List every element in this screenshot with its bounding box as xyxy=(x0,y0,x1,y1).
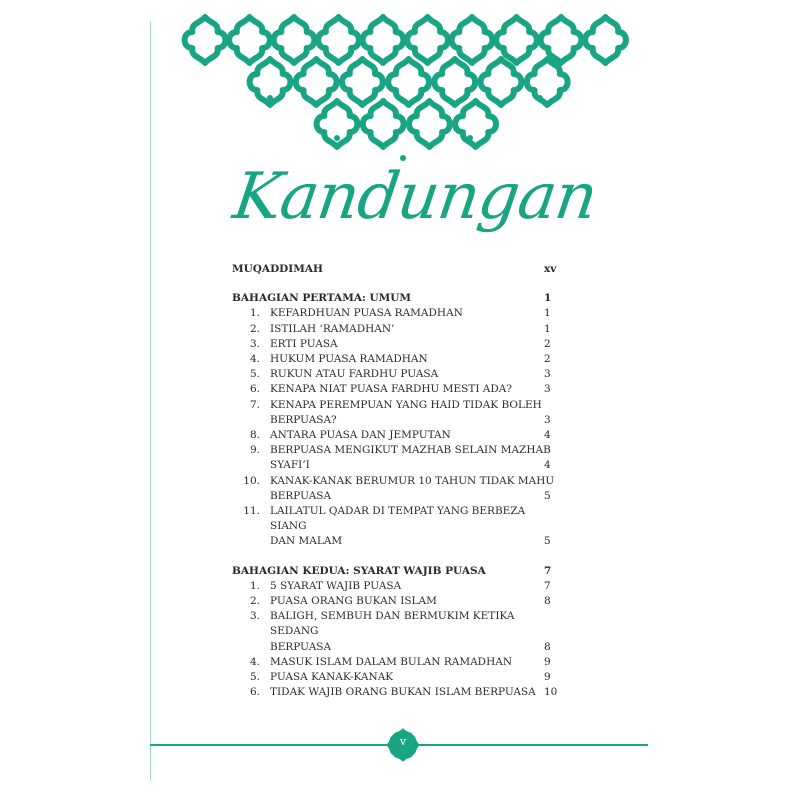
toc-entry-title: TIDAK WAJIB ORANG BUKAN ISLAM BERPUASA xyxy=(270,686,536,699)
toc-entry-title: 5 SYARAT WAJIB PUASA xyxy=(270,579,402,592)
lattice-cell xyxy=(585,17,626,63)
lattice-pendant xyxy=(467,135,473,141)
toc-entry-number: 5. xyxy=(249,671,260,684)
toc-entry[interactable] xyxy=(232,322,564,337)
lattice-pendant xyxy=(537,95,543,101)
lattice-cell xyxy=(496,17,537,63)
toc-entry-title: DAN MALAM xyxy=(270,535,343,548)
toc-entry-page: 4 xyxy=(544,429,551,442)
lattice-cell xyxy=(407,17,448,63)
lattice-cell xyxy=(455,101,496,147)
page-number: v xyxy=(399,735,407,748)
toc-entry[interactable] xyxy=(232,474,564,489)
toc-entry-page: 3 xyxy=(544,413,551,426)
toc-entry[interactable] xyxy=(232,670,564,685)
toc-entry[interactable] xyxy=(232,367,564,382)
toc-entry-number: 4. xyxy=(249,655,260,668)
toc-entry-number: 1. xyxy=(249,307,260,320)
lattice-cell xyxy=(342,59,383,105)
lattice-cell xyxy=(274,17,315,63)
toc-entry-title: ERTI PUASA xyxy=(270,337,338,350)
toc-part2-heading[interactable] xyxy=(232,564,564,579)
lattice-cell xyxy=(481,59,522,105)
toc-entry-title: ANTARA PUASA DAN JEMPUTAN xyxy=(270,429,451,442)
toc-entry-page: 7 xyxy=(544,579,551,592)
toc-entry-title: RUKUN ATAU FARDHU PUASA xyxy=(270,368,439,381)
toc-entry-title: BERPUASA MENGIKUT MAZHAB SELAIN MAZHAB xyxy=(270,444,551,457)
toc-entry-page: 5 xyxy=(544,535,551,548)
toc-entry-title: MASUK ISLAM DALAM BULAN RAMADHAN xyxy=(270,655,513,668)
toc-entry-title: ISTILAH ‘RAMADHAN’ xyxy=(270,322,395,335)
toc-entry-number: 5. xyxy=(249,368,260,381)
toc-entry-page: 9 xyxy=(544,671,551,684)
toc-entry-title: BALIGH, SEMBUH DAN BERMUKIM KETIKA SEDANG xyxy=(270,610,515,638)
toc-entry-number: 3. xyxy=(249,337,260,350)
toc-entry[interactable] xyxy=(232,382,564,397)
toc-part2-heading-page: 7 xyxy=(544,564,552,577)
toc-entry[interactable] xyxy=(232,655,564,670)
toc-entry-title: PUASA ORANG BUKAN ISLAM xyxy=(270,595,437,608)
toc-entry-number xyxy=(232,640,270,655)
lattice-pendant xyxy=(267,95,273,101)
toc-part2-heading-label: BAHAGIAN KEDUA: SYARAT WAJIB PUASA xyxy=(232,564,486,577)
toc-entry-title: BERPUASA xyxy=(270,489,332,502)
toc-part1-list xyxy=(232,306,564,549)
lattice-cell xyxy=(434,59,475,105)
toc-entry[interactable] xyxy=(232,534,564,549)
lattice-cell xyxy=(363,101,404,147)
lattice-cell xyxy=(452,17,493,63)
toc-entry[interactable] xyxy=(232,443,564,458)
toc-entry-title: KEFARDHUAN PUASA RAMADHAN xyxy=(270,307,463,320)
table-of-contents xyxy=(232,262,564,700)
toc-entry-page: 3 xyxy=(544,383,551,396)
toc-entry-page: 9 xyxy=(544,655,551,668)
toc-entry-number: 8. xyxy=(249,429,260,442)
toc-muqaddimah[interactable] xyxy=(232,262,564,277)
toc-part1-heading-page: 1 xyxy=(544,292,552,305)
toc-entry[interactable] xyxy=(232,504,564,534)
toc-entry[interactable] xyxy=(232,413,564,428)
toc-entry-number: 10. xyxy=(243,474,260,487)
toc-entry-title: KENAPA NIAT PUASA FARDHU MESTI ADA? xyxy=(270,383,513,396)
lattice-pendant xyxy=(334,135,340,141)
toc-entry-title: HUKUM PUASA RAMADHAN xyxy=(270,353,428,366)
toc-entry-title: BERPUASA? xyxy=(270,413,337,426)
lattice-cell xyxy=(409,101,450,147)
toc-entry-number xyxy=(232,534,270,549)
toc-entry-number: 2. xyxy=(249,322,260,335)
toc-entry-number: 1. xyxy=(249,579,260,592)
toc-entry[interactable] xyxy=(232,306,564,321)
page-edge-line xyxy=(150,22,151,780)
toc-entry-page: 8 xyxy=(544,595,551,608)
toc-entry[interactable] xyxy=(232,337,564,352)
toc-entry[interactable] xyxy=(232,609,564,639)
toc-entry[interactable] xyxy=(232,640,564,655)
toc-entry-number: 6. xyxy=(249,383,260,396)
moroccan-lattice-ornament xyxy=(170,10,640,175)
toc-entry-page: 1 xyxy=(544,307,551,320)
toc-entry[interactable] xyxy=(232,685,564,700)
toc-entry[interactable] xyxy=(232,352,564,367)
toc-entry[interactable] xyxy=(232,594,564,609)
toc-entry-number xyxy=(232,458,270,473)
toc-part1-heading-label: BAHAGIAN PERTAMA: UMUM xyxy=(232,292,412,305)
toc-entry-number: 11. xyxy=(243,505,260,518)
toc-entry-number: 7. xyxy=(249,398,260,411)
lattice-cell xyxy=(185,17,226,63)
toc-entry-page: 4 xyxy=(544,459,551,472)
toc-entry-number: 2. xyxy=(249,595,260,608)
toc-muqaddimah-page: xv xyxy=(544,263,557,275)
toc-entry-page: 2 xyxy=(544,337,551,350)
toc-entry-page: 1 xyxy=(544,322,551,335)
toc-entry-number xyxy=(232,413,270,428)
lattice-cell xyxy=(363,17,404,63)
toc-entry-title: BERPUASA xyxy=(270,640,332,653)
toc-entry-title: KANAK-KANAK BERUMUR 10 TAHUN TIDAK MAHU xyxy=(270,474,555,487)
toc-entry-page: 2 xyxy=(544,353,551,366)
toc-part1-heading[interactable] xyxy=(232,291,564,306)
lattice-cell xyxy=(318,17,359,63)
toc-part2-list xyxy=(232,579,564,701)
toc-entry-page: 3 xyxy=(544,368,551,381)
toc-entry-number: 9. xyxy=(249,444,260,457)
toc-entry[interactable] xyxy=(232,458,564,473)
toc-entry[interactable] xyxy=(232,398,564,413)
toc-muqaddimah-label: MUQADDIMAH xyxy=(232,263,323,275)
toc-entry-page: 10 xyxy=(544,686,558,699)
toc-entry-title: PUASA KANAK-KANAK xyxy=(270,671,394,684)
page-title: Kandungan xyxy=(228,160,602,234)
toc-entry[interactable] xyxy=(232,489,564,504)
toc-entry[interactable] xyxy=(232,579,564,594)
toc-entry-title: SYAFI’I xyxy=(270,459,310,472)
toc-entry-number: 4. xyxy=(249,353,260,366)
lattice-cell xyxy=(229,17,270,63)
lattice-cell xyxy=(388,59,429,105)
toc-entry[interactable] xyxy=(232,428,564,443)
toc-entry-number: 6. xyxy=(249,686,260,699)
toc-entry-title: KENAPA PEREMPUAN YANG HAID TIDAK BOLEH xyxy=(270,398,542,411)
toc-entry-page: 8 xyxy=(544,640,551,653)
lattice-cell xyxy=(296,59,337,105)
toc-entry-number: 3. xyxy=(249,610,260,623)
toc-entry-number xyxy=(232,489,270,504)
toc-entry-page: 5 xyxy=(544,489,551,502)
toc-entry-title: LAILATUL QADAR DI TEMPAT YANG BERBEZA SIANG xyxy=(270,505,526,533)
